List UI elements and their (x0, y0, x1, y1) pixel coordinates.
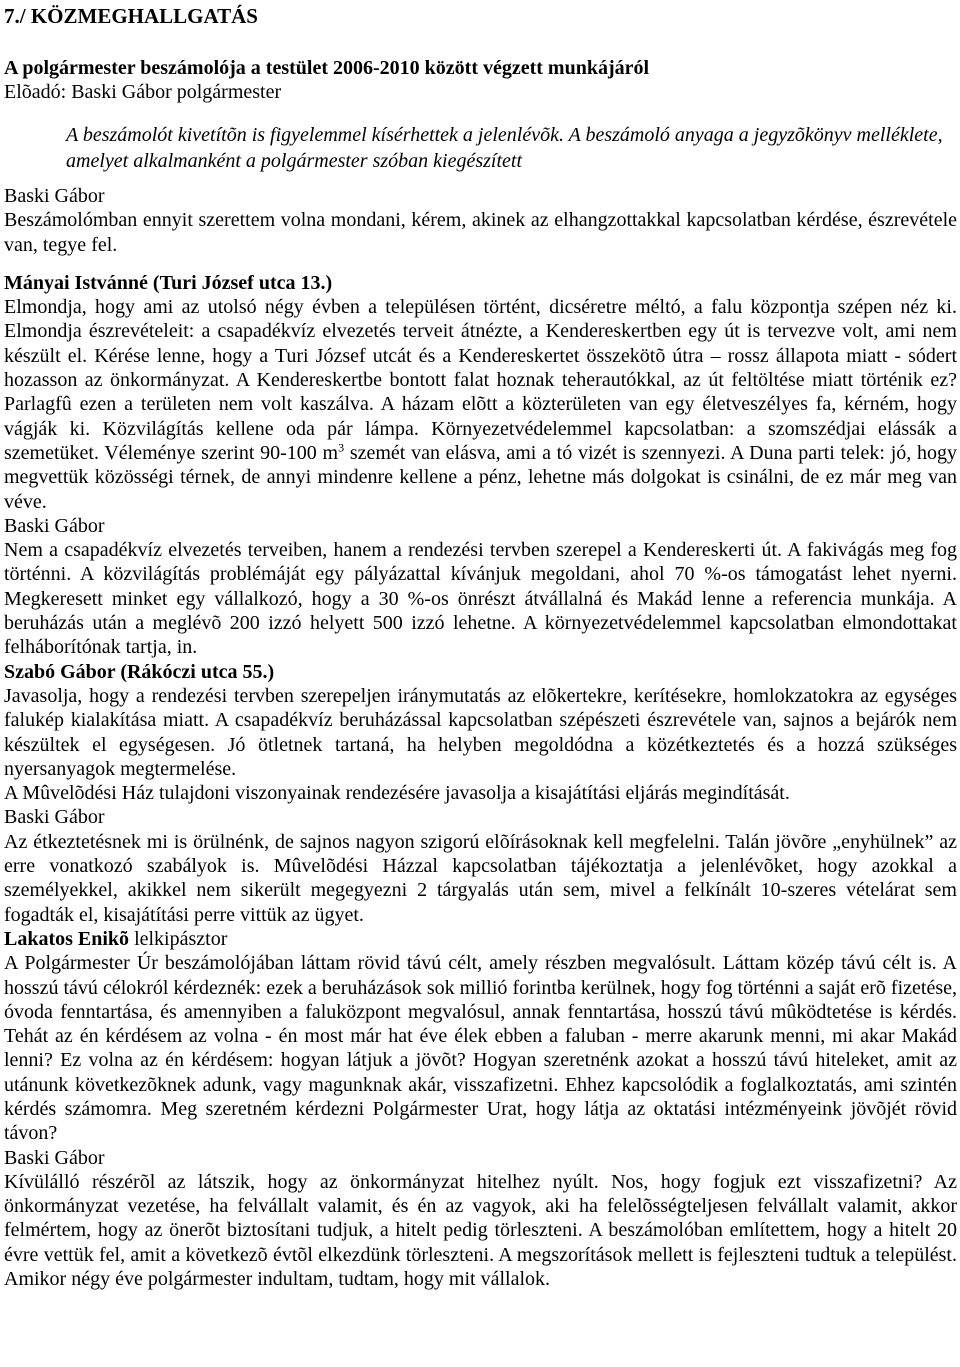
report-heading: A polgármester beszámolója a testület 2006-2010 között végzett munkájáról (4, 57, 650, 79)
speaker-name: Baski Gábor (4, 514, 105, 537)
speech-text: Kívülálló részérõl az látszik, hogy az önkormányzat hitelhez nyúlt. Nos, hogy fogjuk ezt visszafizetni? Az önkormányzat vezetése, ha felvállalt valamit, és én az vagyok, aki ha felelõsségteljesen felvállalt valamit, akkor felmértem, hogy az önerõt biztosítani tudjuk, a hitelt pedig törleszteni. A beszámolóban említettem, hogy a hitelt 20 évre vettük fel, amit a következõ évtõl elkezdünk törleszteni. A megszorítások mellett is fejleszteni tudtuk a települést. Amikor négy éve polgármester indultam, tudtam, hogy mit vállalok. (4, 1170, 957, 1291)
speaker-name (4, 927, 957, 951)
presenter-line: Elõadó: Baski Gábor polgármester (4, 81, 282, 103)
speech-text: Beszámolómban ennyit szerettem volna mondani, kérem, akinek az elhangzottakkal kapcsolatban kérdése, észrevétele van, tegye fel. (4, 209, 957, 256)
speaker-name: Baski Gábor (4, 806, 105, 829)
speech-block (4, 660, 957, 806)
speech-text: A Mûvelõdési Ház tulajdoni viszonyainak rendezésére javasolja a kisajátítási eljárás megindítását. (4, 782, 790, 805)
speaker-name-bold: Lakatos Enikõ (4, 927, 130, 950)
intro-paragraph: A beszámolót kivetítõn is figyelemmel kísérhettek a jelenlévõk. A beszámoló anyaga a jegyzõkönyv melléklete, amelyet alkalmanként a polgármester szóban kiegészített (66, 124, 943, 172)
speech-text-part: szemét van elásva, ami a tó vizét is szennyezi. A Duna parti telek: jó, hogy megvettük közösségi térnek, de annyi mindenre kellene a pénz, lehetne más dolgokat is csinálni, de ez már meg van véve. (4, 441, 957, 513)
speech-block (4, 184, 957, 257)
speech-text: Nem a csapadékvíz elvezetés terveiben, hanem a rendezési tervben szerepel a Kendereskerti út. A fakivágás meg fog történni. A közvilágítás problémáját egy pályázattal kívánjuk megoldani, ahol 70 %-os támogatást lehet nyerni. Megkeresett minket egy vállalkozó, hogy a 30 %-os önrészt átvállalná és Makád lenne a referencia munkája. A beruházás után a meglévõ 200 izzó helyett 500 izzó lehetne. A környezetvédelemmel kapcsolatban elmondottakat felháborítónak tartja, in. (4, 539, 957, 659)
speech-text: Javasolja, hogy a rendezési tervben szerepeljen iránymutatás az elõkertekre, kerítésekre, homlokzatokra az egységes falukép kialakítása miatt. A csapadékvíz beruházással kapcsolatban szépészeti észrevétele van, sajnos a bejárók nem készültek el egységesen. Jó ötletnek tartaná, ha helyben megoldódna a közétkeztetés és a hozzá szükséges nyersanyagok megtermelése. (4, 684, 957, 780)
speech-block (4, 514, 957, 660)
speech-block (4, 1146, 957, 1292)
cubic-superscript: 3 (338, 440, 345, 455)
speaker-name: Baski Gábor (4, 1146, 105, 1169)
speech-text: A Polgármester Úr beszámolójában láttam rövid távú célt, amely részben megvalósult. Láttam közép távú célt is. A hosszú távú célokról kérdeznék: ezek a beruházások sok millió forintba kerülnek, hogy fog történni a saját erõ fizetése, óvoda fenntartása, és amennyiben a faluközpont megvalósul, annak fenntartása, hosszú távú mûködtetése is kérdés. Tehát az én kérdésem az volna - én most már hat éve élek ebben a faluban - merre akarunk menni, mi akar Makád lenni? Ez volna az én kérdésem: hogyan látjuk a jövõt? Hogyan szeretnénk azokat a hosszú távú hiteleket, amit az utánunk következõknek adunk, vagy magunknak akár, visszafizetni. Ehhez kapcsolódik a foglalkoztatás, ami szintén kérdés számomra. Meg szeretném kérdezni Polgármester Urat, hogy látja az oktatási intézményeink jövõjét rövid távon? (4, 952, 957, 1145)
speech-text-part: Elmondja, hogy ami az utolsó négy évben a településen történt, dicséretre méltó, a falu központja szépen néz ki. Elmondja észrevételeit: a csapadékvíz elvezetés terveit átnézte, a Kendereskertben egy út is tervezve volt, ami nem készült el. Kérése lenne, hogy a Turi József utcát és a Kendereskertet összekötõ útra – rossz állapota miatt - sódert hozasson az önkormányzat. A Kendereskertbe bontott falat hoznak teherautókkal, az út feltöltése miatt történik ez? Parlagfû ezen a területen nem volt kaszálva. A házam elõtt a közterületen van egy életveszélyes fa, kérném, hogy vágják ki. Közvilágítás kellene oda pár lámpa. Környezetvédelemmel kapcsolatban: a szomszédjai elássák a szemetüket. Véleménye szerint 90-100 m (4, 296, 957, 464)
speaker-name: Szabó Gábor (Rákóczi utca 55.) (4, 660, 275, 683)
speech-block (4, 271, 957, 514)
speech-block (4, 927, 957, 1146)
document-page (0, 4, 960, 1291)
speaker-role: lelkipásztor (129, 927, 228, 950)
speaker-name: Mányai Istvánné (Turi József utca 13.) (4, 271, 333, 294)
speech-text (4, 295, 957, 514)
speech-block (4, 805, 957, 926)
speaker-name: Baski Gábor (4, 185, 105, 207)
section-title: 7./ KÖZMEGHALLGATÁS (4, 4, 258, 28)
speech-text: Az étkeztetésnek mi is örülnénk, de sajnos nagyon szigorú elõírásoknak kell megfelelni. Talán jövõre „enyhülnek” az erre vonatkozó szabályok is. Mûvelõdési Házzal kapcsolatban tájékoztatja a jelenlévõket, hogy azokkal a személyekkel, akikkel nem sikerült megegyezni 2 tárgyalás után sem, mivel a felkínált 10-szeres vételárat sem fogadták el, kisajátítási perre vittük az ügyet. (4, 830, 957, 926)
